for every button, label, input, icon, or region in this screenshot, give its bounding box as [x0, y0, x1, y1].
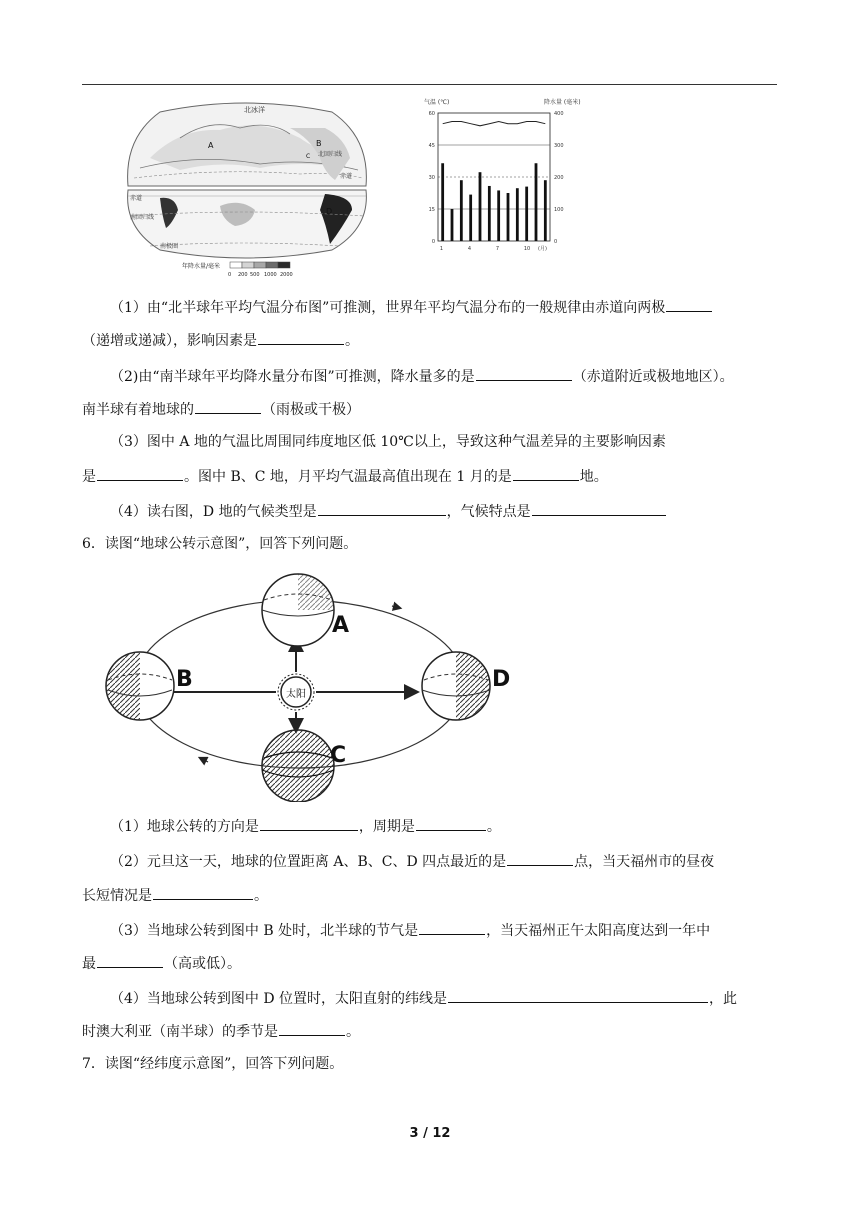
answer-blank[interactable]: [153, 884, 253, 900]
chart-tick-x: 10: [523, 246, 531, 252]
answer-blank[interactable]: [507, 850, 573, 866]
q6-p3-text: （3）当地球公转到图中 B 处时，北半球的节气是: [110, 923, 419, 939]
chart-tick-left: 45: [428, 143, 435, 149]
answer-blank[interactable]: [260, 815, 358, 831]
answer-blank[interactable]: [258, 329, 344, 345]
q6-p2-text: （2）元旦这一天，地球的位置距离 A、B、C、D 四点最近的是: [110, 854, 507, 870]
q5-p2-text2: 南半球有着地球的: [82, 402, 194, 418]
chart-tick-right: 400: [554, 111, 564, 117]
answer-blank[interactable]: [513, 465, 579, 481]
earth-b: [106, 652, 193, 720]
chart-tick-left: 60: [428, 111, 435, 117]
chart-tick-x: 7: [495, 246, 500, 252]
answer-blank[interactable]: [532, 500, 666, 516]
q5-p4-mid: ，气候特点是: [446, 504, 531, 520]
point-c-label: C: [306, 153, 311, 160]
legend-tick: 2000: [280, 272, 293, 278]
q7-title: 7．读图“经纬度示意图”，回答下列问题。: [82, 1056, 344, 1072]
answer-blank[interactable]: [448, 987, 708, 1003]
chart-tick-right: 200: [554, 175, 564, 181]
answer-blank[interactable]: [416, 815, 486, 831]
q6-p4-line2: [82, 1020, 360, 1042]
answer-blank[interactable]: [97, 952, 163, 968]
answer-blank[interactable]: [666, 296, 712, 312]
q6-title: 6．读图“地球公转示意图”，回答下列问题。: [82, 536, 358, 552]
q6-p2-suffix: 点，当天福州市的昼夜: [574, 854, 715, 870]
q5-p2-suffix2: （雨极或干极）: [262, 402, 360, 418]
answer-blank[interactable]: [419, 919, 485, 935]
label-a: A: [332, 613, 350, 638]
south-tropic-label: 南回归线: [130, 214, 155, 221]
north-temperature-map: [128, 103, 367, 186]
point-d-label: D: [326, 207, 333, 216]
q6-p1-line: [110, 815, 501, 837]
q6-p2-end: 。: [254, 888, 268, 904]
chart-tick-x: (月): [538, 246, 547, 252]
q6-p1-end: 。: [486, 819, 501, 835]
earth-d: [422, 652, 510, 720]
point-a-label: A: [208, 141, 214, 150]
precipitation-bar: [479, 172, 482, 241]
q5-p3-text: （3）图中 A 地的气温比周围同纬度地区低 10℃以上，导致这种气温差异的主要影响因素: [110, 434, 666, 450]
q6-p3-line1: [110, 919, 710, 941]
q6-p4-text2: 时澳大利亚（南半球）的季节是: [82, 1024, 278, 1040]
legend-tick: 200: [238, 272, 248, 278]
north-tropic-label: 北回归线: [318, 151, 343, 158]
q6-p3-line2: [82, 952, 241, 974]
q5-p1-line2: [82, 329, 359, 351]
precipitation-bar: [525, 187, 528, 241]
chart-tick-left: 0: [431, 239, 435, 245]
precipitation-bar: [441, 163, 444, 241]
q6-p4-text: （4）当地球公转到图中 D 位置时，太阳直射的纬线是: [110, 991, 448, 1007]
precipitation-bar: [507, 193, 510, 241]
legend-tick: 1000: [264, 272, 277, 278]
chart-tick-right: 0: [554, 239, 558, 245]
q6-p2-line2: [82, 884, 268, 906]
south-equator-label: 赤道: [130, 195, 143, 202]
q6-p2-line1: [110, 850, 714, 872]
chart-tick-right: 300: [554, 143, 564, 149]
q6-p3-suffix: ，当天福州正午太阳高度达到一年中: [486, 923, 711, 939]
q5-p2-suffix: （赤道附近或极地地区）。: [572, 369, 734, 385]
q5-p1-line1: [110, 296, 713, 318]
q5-p1-end: 。: [345, 333, 359, 349]
ocean-label: 北冰洋: [244, 106, 265, 114]
sun: [278, 674, 314, 710]
temperature-line: [443, 122, 546, 126]
answer-blank[interactable]: [476, 365, 572, 381]
chart-ylabel-right: 降水量 (毫米): [544, 99, 581, 106]
page-number: 3 / 12: [409, 1126, 451, 1141]
precipitation-bar: [535, 163, 538, 241]
south-precipitation-map: [128, 190, 367, 258]
chart-tick-x: 4: [467, 246, 472, 252]
header-rule: [82, 84, 777, 85]
polar-circle-label: 南极圈: [160, 243, 179, 250]
q5-p3-mid: 。图中 B、C 地，月平均气温最高值出现在 1 月的是: [184, 469, 512, 485]
label-c: C: [330, 743, 347, 768]
earth-revolution-diagram: [100, 558, 510, 802]
q5-p3-line1: [110, 432, 666, 452]
q5-p2-text: （2)由“南半球年平均降水量分布图”可推测，降水量多的是: [110, 369, 475, 385]
precipitation-bar: [469, 195, 472, 241]
q6-p1-text: （1）地球公转的方向是: [110, 819, 259, 835]
q6-p2-text2: 长短情况是: [82, 888, 152, 904]
q5-p4-text: （4）读右图，D 地的气候类型是: [110, 504, 317, 520]
answer-blank[interactable]: [318, 500, 446, 516]
q5-p3-suffix: 地。: [579, 469, 608, 485]
precipitation-bar: [460, 180, 463, 241]
label-b: B: [176, 667, 193, 692]
label-d: D: [492, 667, 510, 692]
precipitation-bar: [497, 190, 500, 241]
q6-p3-suffix2: （高或低）。: [164, 956, 241, 972]
precipitation-legend: [182, 262, 293, 278]
chart-tick-right: 100: [554, 207, 564, 213]
chart-ylabel-left: 气温 (℃): [424, 99, 450, 106]
point-b-label: B: [316, 139, 322, 148]
sun-label: 太阳: [286, 689, 306, 700]
earth-a: [262, 574, 349, 646]
precipitation-bar: [544, 180, 547, 241]
q6-p4-line1: [110, 987, 737, 1009]
chart-tick-x: 1: [439, 246, 444, 252]
chart-tick-left: 15: [428, 207, 435, 213]
orbit-arrow: [392, 606, 400, 608]
answer-blank[interactable]: [279, 1020, 345, 1036]
q5-p1-text: （1）由“北半球年平均气温分布图”可推测，世界年平均气温分布的一般规律由赤道向两极: [110, 300, 666, 316]
q6-p4-suffix: ，此: [709, 991, 738, 1007]
orbit-arrow: [200, 758, 208, 762]
chart-tick-left: 30: [428, 175, 435, 181]
north-equator-label: 赤道: [340, 173, 353, 180]
q5-p3-line2: [82, 465, 608, 487]
answer-blank[interactable]: [195, 398, 261, 414]
answer-blank[interactable]: [97, 465, 183, 481]
q6-p4-end: 。: [346, 1024, 360, 1040]
q6-p1-mid: ，周期是: [358, 819, 415, 835]
legend-title: 年降水量/毫米: [182, 263, 221, 270]
world-maps-figure: [120, 98, 372, 278]
legend-tick: 0: [228, 272, 232, 278]
q5-p4-line: [110, 500, 667, 522]
q6-p3-text2: 最: [82, 956, 96, 972]
q5-p1-text2: （递增或递减），影响因素是: [82, 333, 257, 349]
earth-c: [262, 730, 346, 802]
climate-chart: [420, 96, 582, 254]
legend-tick: 500: [250, 272, 260, 278]
precipitation-bar: [488, 186, 491, 241]
precipitation-bar: [451, 209, 454, 241]
q5-p2-line2: [82, 398, 360, 420]
q5-p3-text2: 是: [82, 469, 96, 485]
q5-p2-line1: [110, 365, 734, 387]
precipitation-bar: [516, 188, 519, 241]
